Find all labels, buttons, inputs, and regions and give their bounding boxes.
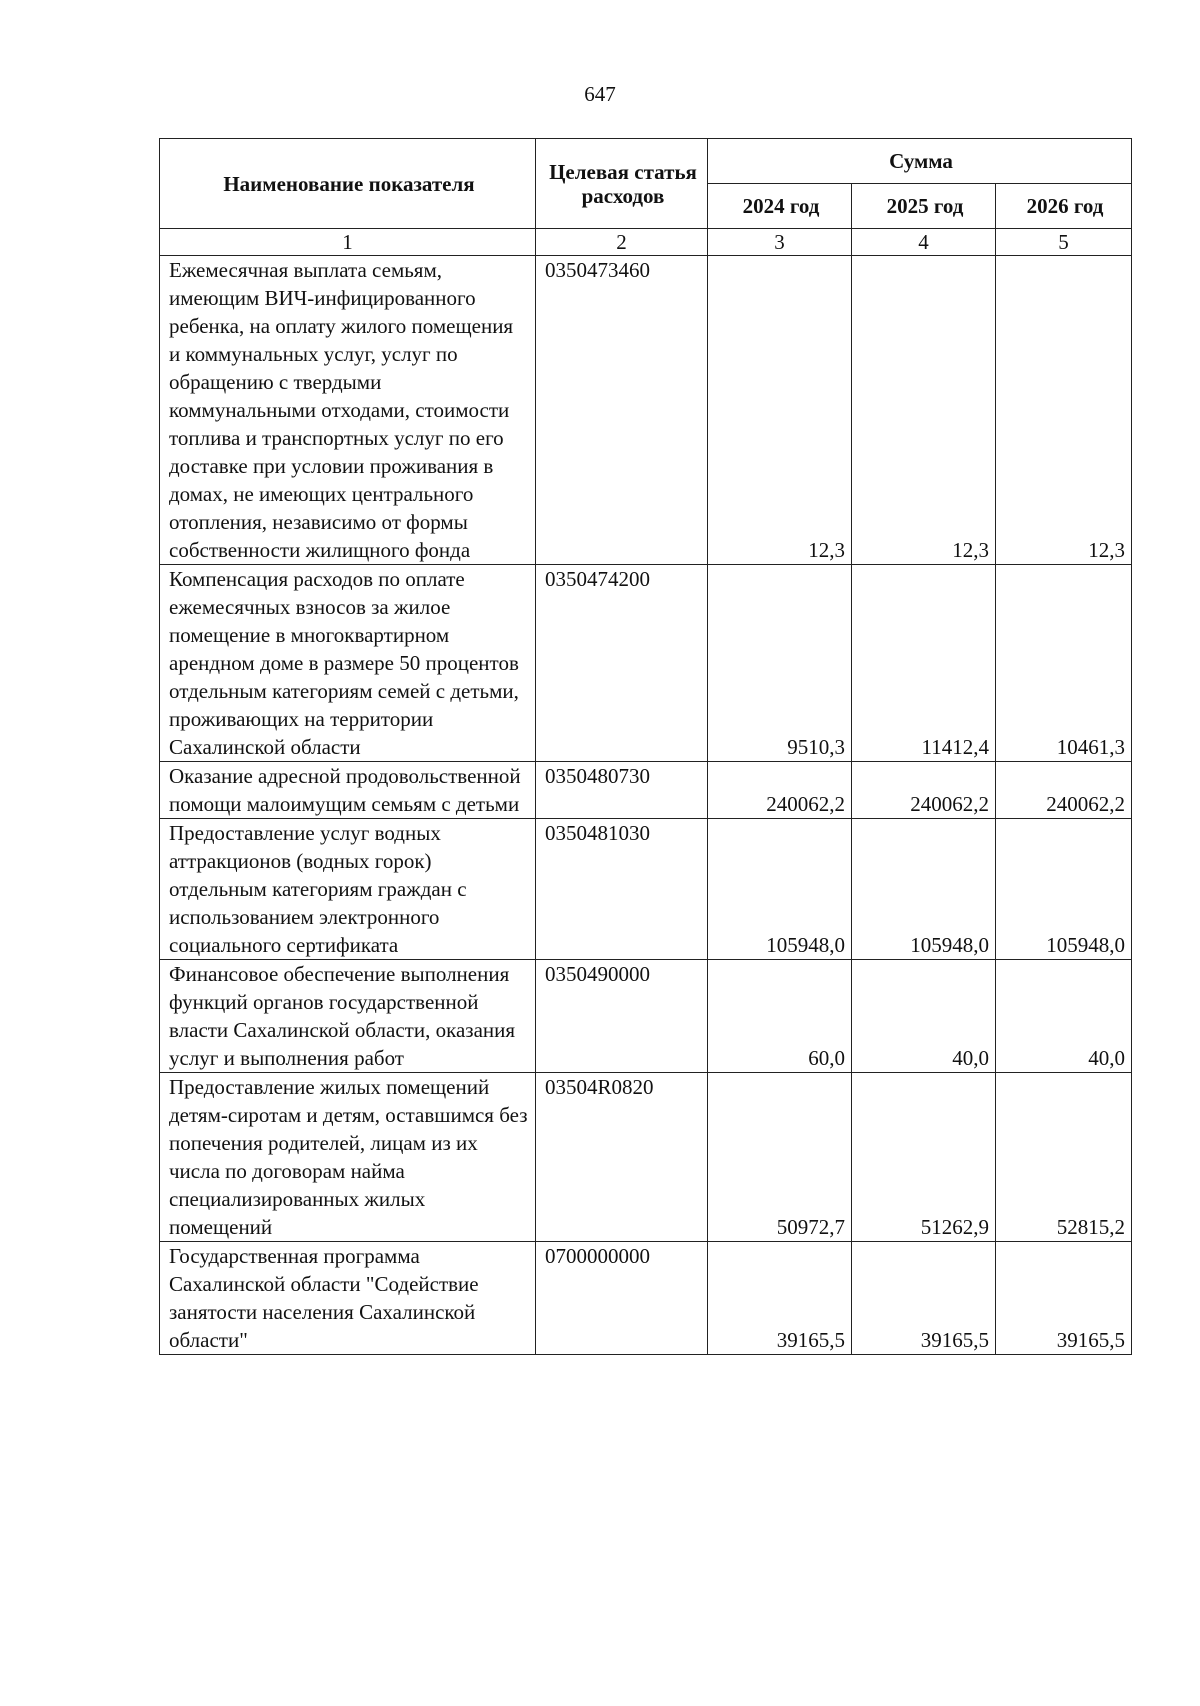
indicator-name: Государственная программа Сахалинской области "Содействие занятости населения Сахалинской области" <box>160 1242 536 1355</box>
column-number: 5 <box>996 229 1132 256</box>
column-numbers-row <box>160 229 1132 256</box>
expense-code: 03504R0820 <box>536 1073 708 1242</box>
amount-2024: 60,0 <box>708 960 852 1073</box>
amount-2025: 51262,9 <box>852 1073 996 1242</box>
header-year-2025: 2025 год <box>852 184 996 229</box>
amount-2025: 105948,0 <box>852 819 996 960</box>
amount-2026: 39165,5 <box>996 1242 1132 1355</box>
amount-2025: 11412,4 <box>852 565 996 762</box>
table-row <box>160 960 1132 1073</box>
amount-2026: 10461,3 <box>996 565 1132 762</box>
header-year-2024: 2024 год <box>708 184 852 229</box>
table-row <box>160 819 1132 960</box>
amount-2025: 40,0 <box>852 960 996 1073</box>
table-row <box>160 565 1132 762</box>
expense-code: 0350490000 <box>536 960 708 1073</box>
indicator-name: Ежемесячная выплата семьям, имеющим ВИЧ-инфицированного ребенка, на оплату жилого помещения и коммунальных услуг, услуг по обращению с твердыми коммунальными отходами, стоимости топлива и транспортных услуг по его доставке при условии проживания в домах, не имеющих центрального отопления, независимо от формы собственности жилищного фонда <box>160 256 536 565</box>
amount-2025: 240062,2 <box>852 762 996 819</box>
expense-code: 0350481030 <box>536 819 708 960</box>
amount-2025: 12,3 <box>852 256 996 565</box>
amount-2024: 12,3 <box>708 256 852 565</box>
amount-2025: 39165,5 <box>852 1242 996 1355</box>
expense-code: 0350474200 <box>536 565 708 762</box>
table-row <box>160 256 1132 565</box>
amount-2024: 105948,0 <box>708 819 852 960</box>
header-name: Наименование показателя <box>160 139 536 229</box>
header-code: Целевая статья расходов <box>536 139 708 229</box>
amount-2024: 39165,5 <box>708 1242 852 1355</box>
amount-2024: 9510,3 <box>708 565 852 762</box>
header-sum: Сумма <box>708 139 1132 184</box>
indicator-name: Финансовое обеспечение выполнения функций органов государственной власти Сахалинской области, оказания услуг и выполнения работ <box>160 960 536 1073</box>
column-number: 4 <box>852 229 996 256</box>
header-year-2026: 2026 год <box>996 184 1132 229</box>
expense-code: 0350473460 <box>536 256 708 565</box>
table-row <box>160 1073 1132 1242</box>
amount-2026: 240062,2 <box>996 762 1132 819</box>
column-number: 3 <box>708 229 852 256</box>
amount-2026: 52815,2 <box>996 1073 1132 1242</box>
amount-2024: 240062,2 <box>708 762 852 819</box>
amount-2024: 50972,7 <box>708 1073 852 1242</box>
indicator-name: Оказание адресной продовольственной помощи малоимущим семьям с детьми <box>160 762 536 819</box>
expense-code: 0350480730 <box>536 762 708 819</box>
expense-code: 0700000000 <box>536 1242 708 1355</box>
table-row <box>160 1242 1132 1355</box>
column-number: 2 <box>536 229 708 256</box>
indicator-name: Компенсация расходов по оплате ежемесячных взносов за жилое помещение в многоквартирном арендном доме в размере 50 процентов отдельным категориям семей с детьми, проживающих на территории Сахалинской области <box>160 565 536 762</box>
amount-2026: 12,3 <box>996 256 1132 565</box>
indicator-name: Предоставление жилых помещений детям-сиротам и детям, оставшимся без попечения родителей, лицам из их числа по договорам найма специализированных жилых помещений <box>160 1073 536 1242</box>
indicator-name: Предоставление услуг водных аттракционов (водных горок) отдельным категориям граждан с использованием электронного социального сертификата <box>160 819 536 960</box>
table-row <box>160 762 1132 819</box>
page-number: 647 <box>584 82 616 106</box>
budget-table <box>159 138 1132 1355</box>
amount-2026: 105948,0 <box>996 819 1132 960</box>
column-number: 1 <box>160 229 536 256</box>
header-row <box>160 139 1132 184</box>
amount-2026: 40,0 <box>996 960 1132 1073</box>
